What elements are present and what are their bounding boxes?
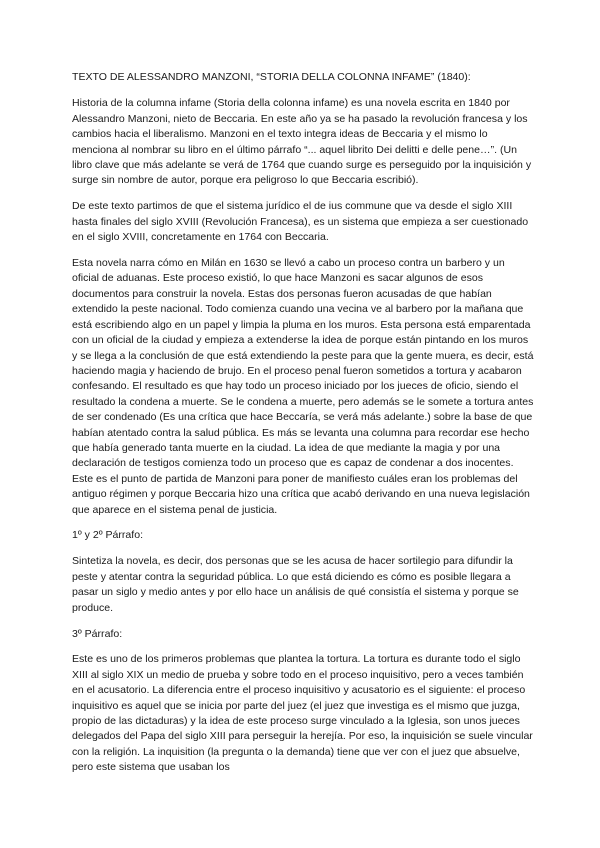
document-page: [72, 70, 534, 786]
paragraph-intro: Historia de la columna infame (Storia della colonna infame) es una novela escrita en 1840 por Alessandro Manzoni, nieto de Beccaria. En este año ya se ha pasado la revolución francesa y los cambios hacia el liberalismo. Manzoni en el texto integra ideas de Beccaria y el mismo lo menciona al nombrar su libro en el último párrafo “... aquel librito Dei delitti e delle pene…”. (Un libro clave que más adelante se verá de 1764 que cuando surge es perseguido por la inquisición y surge sin nombre de autor, porque era peligroso lo que Beccaria escribió).: [72, 97, 532, 187]
paragraph-novel-summary: Esta novela narra cómo en Milán en 1630 se llevó a cabo un proceso contra un barbero y un oficial de aduanas. Este proceso existió, lo que hace Manzoni es sacar algunos de esos documentos para construir la novela. Estas dos personas fueron acusadas de que habían extendido la peste nacional. Todo comienza cuando una vecina ve al barbero por la mañana que está escribiendo algo en un papel y limpia la pluma en los muros. Esta persona está emparentada con un oficial de la ciudad y empieza a extenderse la idea de porque están pintando en los muros y se llega a la conclusión de que está extendiendo la peste para que la gente muera, es decir, está haciendo magia y haciendo de brujo. En el proceso penal fueron sometidos a tortura y acabaron confesando. El resultado es que hay todo un proceso iniciado por los jueces de oficio, siendo el resultado la condena a muerte. Se le condena a muerte, pero además se le somete a tortura antes de ser condenado (Es una crítica que hace Beccaría, se verá más adelante.) sobre la base de que habían atentado contra la salud pública. Es más se levanta una columna para recordar ese hecho que había generado tanta muerte en la ciudad. La idea de que mediante la magia y por una declaración de testigos comienza todo un proceso que es capaz de condenar a dos inocentes. Este es el punto de partida de Manzoni para poner de manifiesto cuáles eran los problemas del antiguo régimen y porque Beccaria hizo una crítica que acabó derivando en una nueva legislación que aparece en el sistema penal de justicia.: [72, 257, 534, 516]
paragraph-ius-commune: De este texto partimos de que el sistema jurídico el de ius commune que va desde el siglo XIII hasta finales del siglo XVIII (Revolución Francesa), es un sistema que empieza a ser cuestionado en el siglo XVIII, concretamente en 1764 con Beccaria.: [72, 200, 529, 244]
section-heading-1-2: 1º y 2º Párrafo:: [72, 529, 144, 542]
document-title: TEXTO DE ALESSANDRO MANZONI, “STORIA DELLA COLONNA INFAME” (1840):: [72, 71, 471, 83]
section-heading-3: 3º Párrafo:: [72, 627, 123, 640]
paragraph-section-1-2: Sintetiza la novela, es decir, dos personas que se les acusa de hacer sortilegio para difundir la peste y atentar contra la seguridad pública. Lo que está diciendo es cómo es posible llegara a pasar un siglo y medio antes y por ello hace un análisis de qué consistía el sistema y porque se produce.: [72, 555, 519, 614]
paragraph-section-3: Este es uno de los primeros problemas que plantea la tortura. La tortura es durante todo el siglo XIII al siglo XIX un medio de prueba y sobre todo en el proceso inquisitivo, pero a veces también en el acusatorio. La diferencia entre el proceso inquisitivo y acusatorio es el siguiente: el proceso inquisitivo es aquel que se inicia por parte del juez (el juez que investiga es el mismo que juzga, propio de las dictaduras) y la idea de este proceso surge vinculado a la Iglesia, son unos jueces delegados del Papa del siglo XIII para perseguir la herejía. Por eso, la inquisición se suele vincular con la religión. La inquisition (la pregunta o la demanda) tiene que ver con el juez que absuelve, pero este sistema que usaban los: [72, 653, 533, 774]
